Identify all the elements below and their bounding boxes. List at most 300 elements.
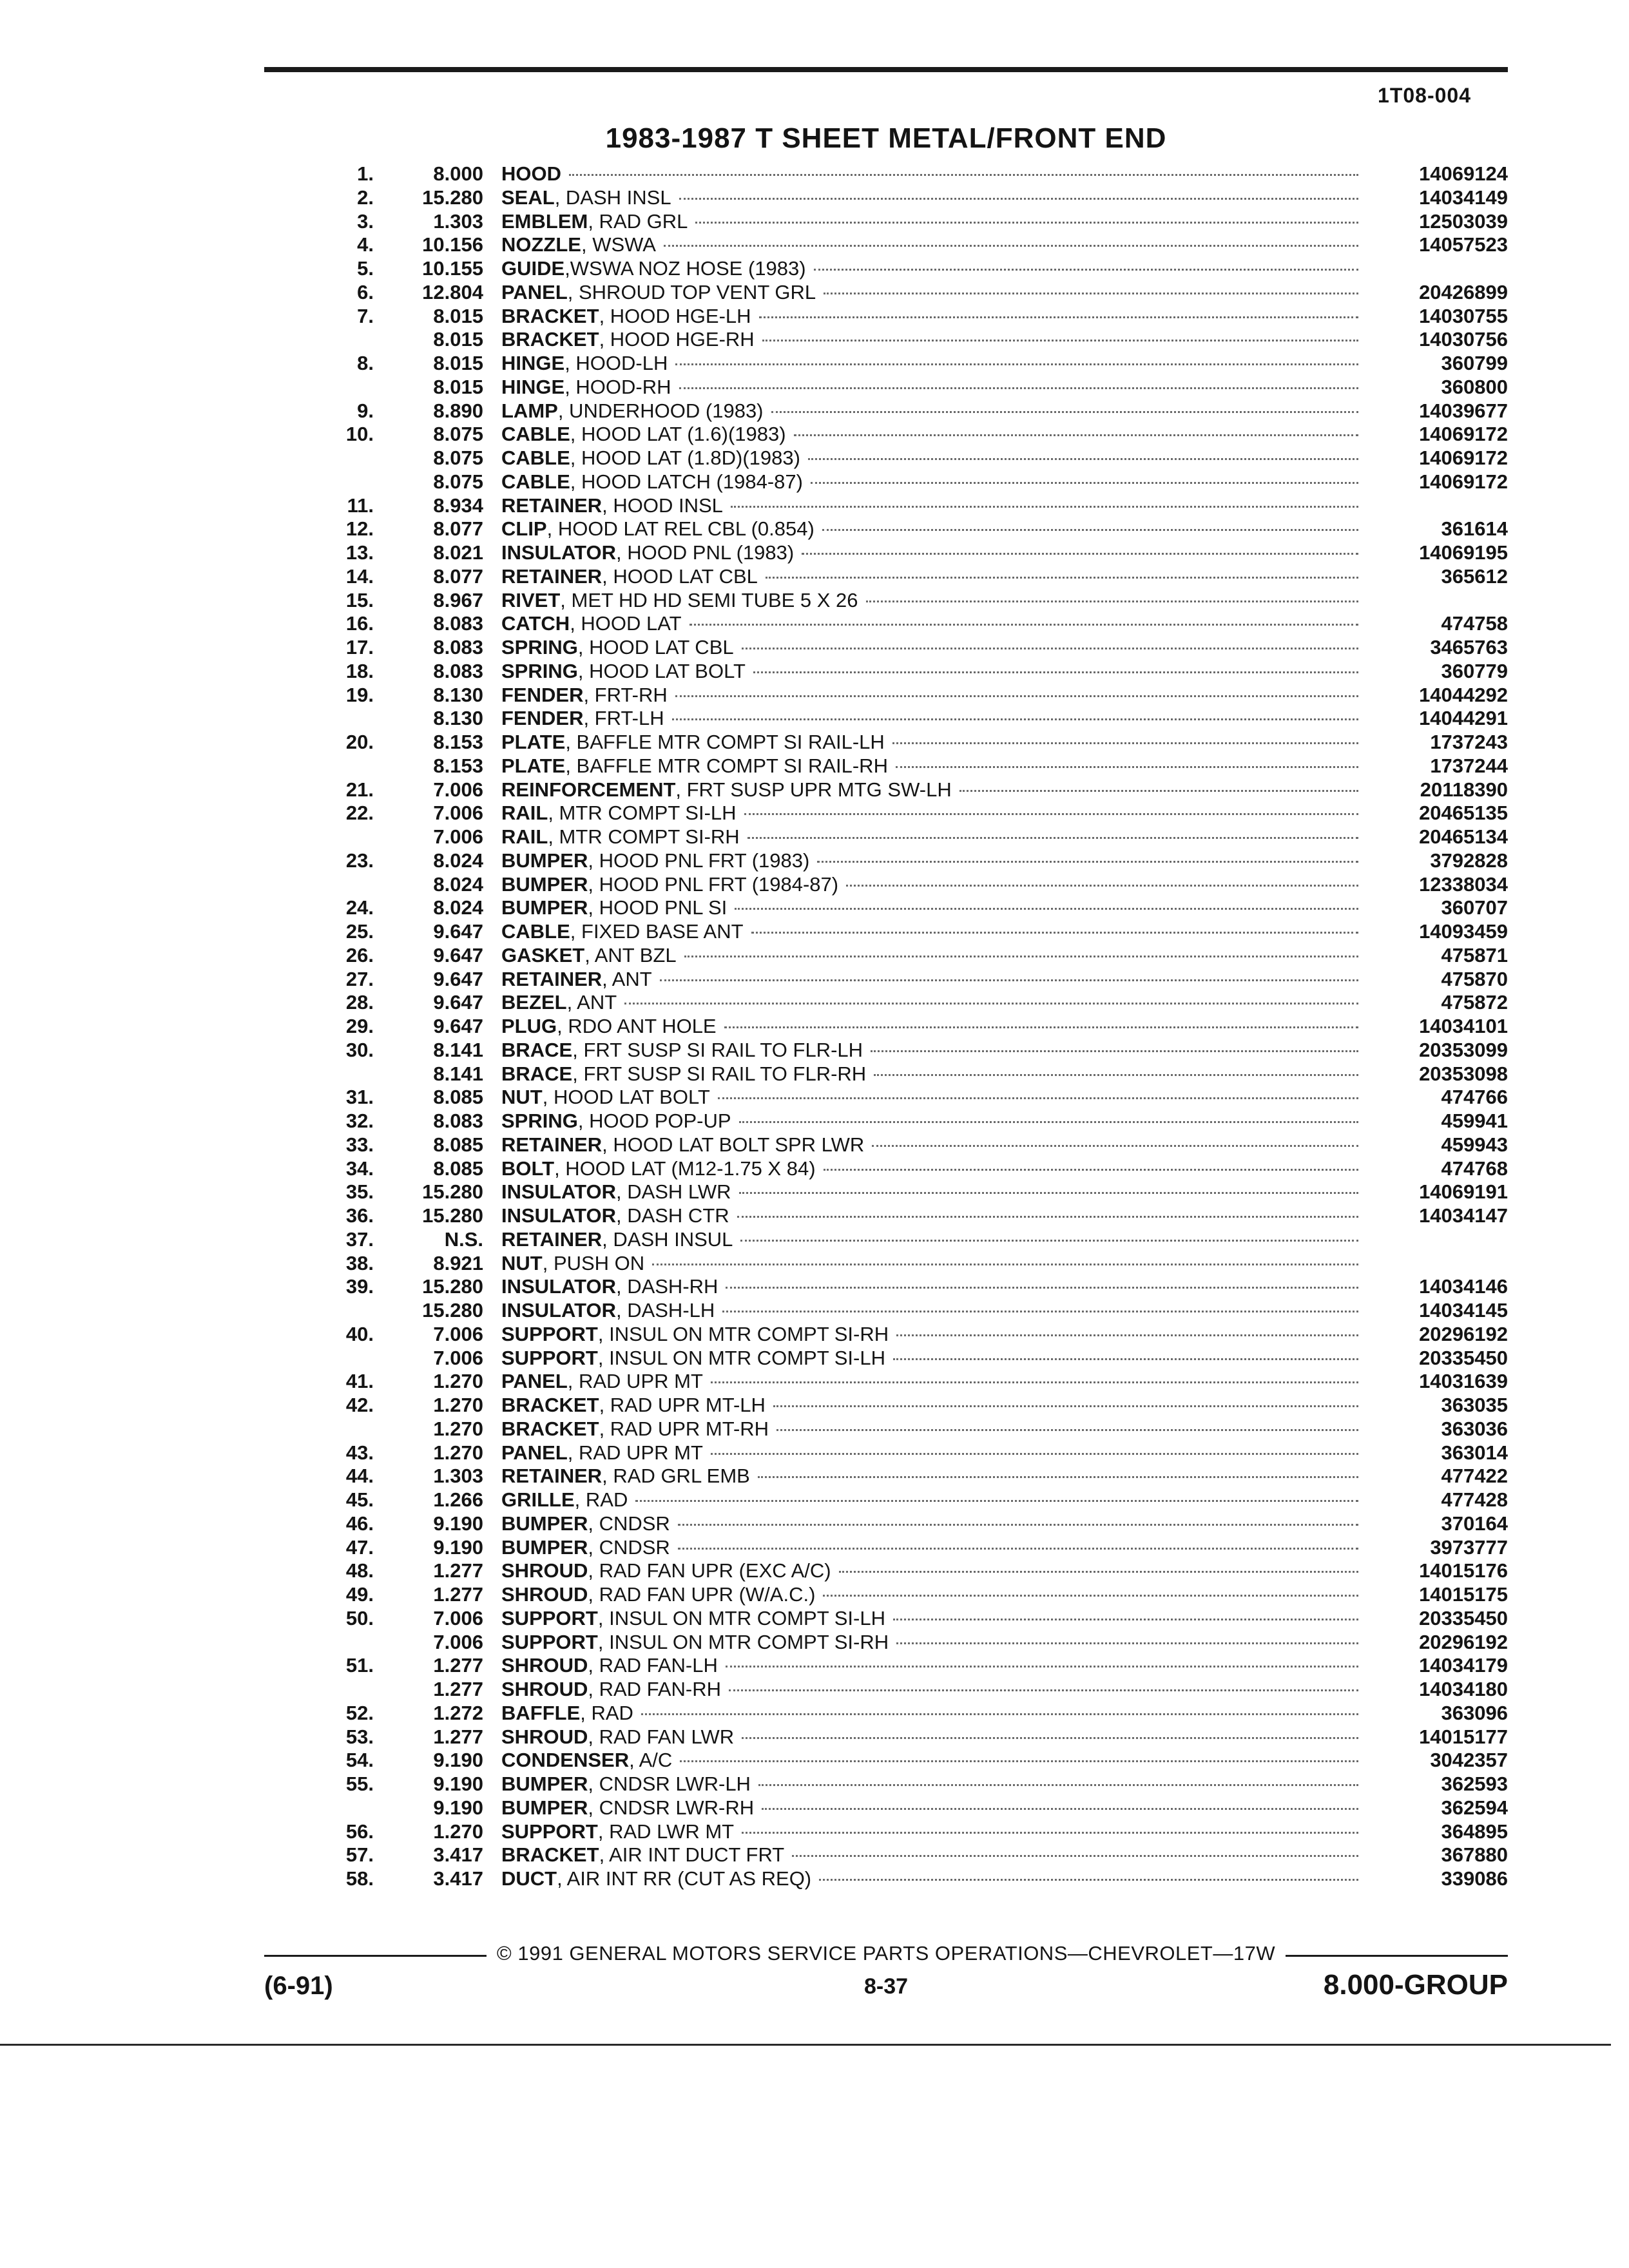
- part-number: 20426899: [1419, 280, 1508, 303]
- part-description: [501, 305, 1366, 328]
- parts-row: [284, 1323, 1508, 1347]
- part-description: [501, 1252, 1366, 1275]
- part-qualifier: , DASH-RH: [615, 1275, 718, 1298]
- leader-dots: [711, 1381, 1358, 1383]
- part-number: 339086: [1441, 1867, 1508, 1890]
- leader-dots: [722, 1311, 1358, 1312]
- part-description: [501, 541, 1366, 564]
- footer: [264, 1942, 1508, 1970]
- part-description: [501, 944, 1366, 967]
- part-number: 363036: [1441, 1417, 1508, 1440]
- part-qualifier: , HOOD PNL (1983): [615, 541, 795, 564]
- leader-dots: [664, 245, 1358, 247]
- part-description: [501, 1133, 1366, 1157]
- part-name: PANEL: [501, 1441, 568, 1464]
- item-number: 53.: [345, 1725, 374, 1748]
- leader-dots: [771, 411, 1358, 413]
- parts-row: [284, 1133, 1508, 1157]
- part-qualifier: , HOOD-LH: [564, 352, 668, 374]
- group-number: 9.647: [433, 991, 483, 1014]
- part-description: [501, 778, 1366, 802]
- item-number: 36.: [345, 1204, 374, 1227]
- part-name: PLATE: [501, 754, 566, 777]
- group-number: 1.277: [433, 1678, 483, 1700]
- part-description: [501, 399, 1366, 423]
- part-qualifier: , FRT SUSP UPR MTG SW-LH: [675, 778, 952, 801]
- part-description: [501, 1157, 1366, 1180]
- leader-dots: [817, 861, 1358, 863]
- part-name: PANEL: [501, 1370, 568, 1393]
- part-qualifier: , CNDSR LWR-RH: [588, 1796, 755, 1819]
- leader-dots: [792, 1855, 1358, 1857]
- part-description: [501, 1347, 1366, 1370]
- part-description: [501, 1370, 1366, 1393]
- part-qualifier: , HOOD LAT (1.6)(1983): [570, 423, 786, 446]
- part-number: 14015176: [1419, 1559, 1508, 1582]
- part-description: [501, 162, 1366, 186]
- item-number: 29.: [345, 1015, 374, 1037]
- leader-dots: [678, 1548, 1358, 1550]
- part-number: 14069124: [1419, 162, 1508, 185]
- part-number: 370164: [1441, 1512, 1508, 1535]
- part-number: 3973777: [1430, 1535, 1508, 1559]
- part-qualifier: , HOOD LAT: [570, 612, 682, 635]
- part-number: 20335450: [1419, 1346, 1508, 1369]
- parts-row: [284, 1441, 1508, 1465]
- part-number: 360799: [1441, 352, 1508, 374]
- item-number: 23.: [345, 849, 374, 872]
- part-description: [501, 873, 1366, 896]
- leader-dots: [672, 718, 1358, 720]
- parts-row: [284, 210, 1508, 234]
- parts-row: [284, 186, 1508, 210]
- parts-row: [284, 944, 1508, 968]
- part-qualifier: , HOOD LAT REL CBL (0.854): [546, 517, 815, 541]
- part-name: RETAINER: [501, 1227, 602, 1251]
- leader-dots: [822, 529, 1358, 531]
- parts-row: [284, 541, 1508, 565]
- part-number: 12503039: [1419, 209, 1508, 233]
- group-number: 8.015: [433, 304, 483, 327]
- leader-dots: [773, 1405, 1358, 1407]
- part-name: BRACKET: [501, 1843, 599, 1867]
- part-qualifier: , FIXED BASE ANT: [570, 920, 744, 943]
- leader-dots: [759, 316, 1358, 318]
- part-number: 14030755: [1419, 304, 1508, 327]
- group-number: 1.303: [433, 209, 483, 233]
- part-description: [501, 1086, 1366, 1109]
- parts-row: [284, 1252, 1508, 1276]
- group-number: 8.141: [433, 1062, 483, 1085]
- group-number: 8.024: [433, 872, 483, 896]
- part-name: SUPPORT: [501, 1820, 598, 1843]
- item-number: 14.: [345, 564, 374, 588]
- leader-dots: [896, 1334, 1358, 1336]
- part-description: [501, 825, 1366, 849]
- part-qualifier: , ANT: [566, 991, 617, 1014]
- part-name: RAIL: [501, 802, 548, 825]
- page-title: 1983-1987 T SHEET METAL/FRONT END: [605, 122, 1167, 154]
- part-description: [501, 1323, 1366, 1346]
- part-qualifier: , HOOD LAT CBL: [577, 636, 734, 658]
- leader-dots: [652, 1264, 1358, 1265]
- group-number: 8.077: [433, 564, 483, 588]
- group-number: 8.075: [433, 447, 483, 469]
- part-number: 14034146: [1419, 1275, 1508, 1298]
- group-number: 8.015: [433, 375, 483, 398]
- part-description: [501, 565, 1366, 588]
- parts-row: [284, 849, 1508, 873]
- part-description: [501, 1394, 1366, 1417]
- part-description: [501, 636, 1366, 659]
- part-name: BRACKET: [501, 1417, 599, 1440]
- parts-row: [284, 1465, 1508, 1488]
- parts-row: [284, 1015, 1508, 1039]
- group-number: 7.006: [433, 1346, 483, 1369]
- part-number: 3465763: [1430, 636, 1508, 658]
- item-number: 50.: [345, 1606, 374, 1629]
- part-qualifier: , CNDSR LWR-LH: [588, 1773, 751, 1795]
- part-description: [501, 1678, 1366, 1701]
- part-description: [501, 1204, 1366, 1227]
- parts-row: [284, 1654, 1508, 1678]
- part-description: [501, 1536, 1366, 1559]
- part-qualifier: , INSUL ON MTR COMPT SI-LH: [597, 1606, 885, 1629]
- part-name: BRACE: [501, 1038, 573, 1061]
- part-number: 20353098: [1419, 1062, 1508, 1085]
- parts-row: [284, 1583, 1508, 1607]
- group-number: 7.006: [433, 1322, 483, 1345]
- part-qualifier: , AIR INT DUCT FRT: [599, 1843, 785, 1867]
- part-number: 459943: [1441, 1133, 1508, 1156]
- part-qualifier: , BAFFLE MTR COMPT SI RAIL-LH: [565, 731, 885, 753]
- part-qualifier: , BAFFLE MTR COMPT SI RAIL-RH: [565, 754, 888, 777]
- part-name: SUPPORT: [501, 1346, 598, 1369]
- part-name: BEZEL: [501, 991, 567, 1014]
- footer-rule-left: [264, 1955, 487, 1957]
- item-number: 22.: [345, 802, 374, 825]
- item-number: 3.: [357, 209, 374, 233]
- item-number: 42.: [345, 1394, 374, 1416]
- part-description: [501, 328, 1366, 351]
- item-number: 45.: [345, 1488, 374, 1511]
- part-name: SUPPORT: [501, 1606, 598, 1629]
- group-number: 1.277: [433, 1559, 483, 1582]
- part-qualifier: , RDO ANT HOLE: [557, 1015, 717, 1037]
- part-qualifier: , DASH LWR: [615, 1180, 731, 1204]
- group-number: 8.934: [433, 494, 483, 517]
- group-number: 10.156: [422, 233, 483, 256]
- item-number: 16.: [345, 612, 374, 635]
- group-number: 8.967: [433, 588, 483, 611]
- leader-dots: [635, 1500, 1358, 1502]
- group-number: 15.280: [422, 1204, 483, 1227]
- part-name: NOZZLE: [501, 233, 581, 256]
- leader-dots: [641, 1713, 1358, 1715]
- parts-row: [284, 1843, 1508, 1867]
- parts-row: [284, 873, 1508, 897]
- parts-row: [284, 1559, 1508, 1583]
- part-number: 14057523: [1419, 233, 1508, 256]
- part-description: [501, 1299, 1366, 1322]
- parts-row: [284, 684, 1508, 707]
- part-qualifier: , HOOD LATCH (1984-87): [570, 470, 803, 493]
- parts-row: [284, 1180, 1508, 1204]
- group-number: 1.270: [433, 1394, 483, 1416]
- group-number: 1.270: [433, 1441, 483, 1464]
- part-description: [501, 210, 1366, 233]
- group-number: N.S.: [444, 1227, 483, 1251]
- item-number: 19.: [345, 683, 374, 706]
- part-description: [501, 1654, 1366, 1677]
- parts-row: [284, 1702, 1508, 1725]
- part-name: INSULATOR: [501, 1204, 616, 1227]
- part-description: [501, 1843, 1366, 1867]
- group-number: 8.024: [433, 849, 483, 872]
- leader-dots: [893, 1619, 1358, 1620]
- part-number: 365612: [1441, 564, 1508, 588]
- parts-row: [284, 1157, 1508, 1181]
- part-description: [501, 1015, 1366, 1038]
- part-qualifier: , FRT-RH: [583, 683, 668, 706]
- part-name: HINGE: [501, 352, 565, 374]
- group-number: 1.270: [433, 1417, 483, 1440]
- leader-dots: [839, 1571, 1358, 1573]
- group-number: 8.075: [433, 423, 483, 446]
- edition-date: (6-91): [264, 1972, 333, 2000]
- part-name: SUPPORT: [501, 1322, 598, 1345]
- item-number: 5.: [357, 257, 374, 280]
- part-description: [501, 849, 1366, 872]
- part-qualifier: , RAD LWR MT: [597, 1820, 735, 1843]
- part-name: RETAINER: [501, 1465, 602, 1488]
- group-number: 15.280: [422, 186, 483, 209]
- group-number: 7.006: [433, 1606, 483, 1629]
- leader-dots: [751, 932, 1358, 934]
- part-name: BUMPER: [501, 872, 588, 896]
- part-qualifier: , HOOD PNL SI: [588, 896, 728, 919]
- part-qualifier: , ANT BZL: [584, 943, 677, 966]
- group-number: 1.266: [433, 1488, 483, 1511]
- part-description: [501, 1110, 1366, 1133]
- footer-rule-right: [1286, 1955, 1508, 1957]
- group-number: 10.155: [422, 257, 483, 280]
- parts-row: [284, 233, 1508, 257]
- part-description: [501, 1512, 1366, 1535]
- part-number: 14069191: [1419, 1180, 1508, 1204]
- part-description: [501, 1725, 1366, 1749]
- part-qualifier: , ANT: [602, 967, 652, 990]
- part-qualifier: , AIR INT RR (CUT AS REQ): [557, 1867, 812, 1890]
- leader-dots: [569, 174, 1358, 176]
- part-name: CABLE: [501, 423, 570, 446]
- part-number: 362593: [1441, 1773, 1508, 1795]
- group-number: 8.083: [433, 612, 483, 635]
- part-number: 14039677: [1419, 399, 1508, 422]
- part-description: [501, 968, 1366, 991]
- part-number: 14034180: [1419, 1678, 1508, 1700]
- part-description: [501, 1062, 1366, 1086]
- item-number: 44.: [345, 1465, 374, 1488]
- part-name: INSULATOR: [501, 541, 616, 564]
- leader-dots: [735, 908, 1358, 910]
- parts-row: [284, 612, 1508, 636]
- part-qualifier: , RAD FAN-LH: [588, 1654, 718, 1677]
- part-name: BUMPER: [501, 849, 588, 872]
- parts-row: [284, 1086, 1508, 1110]
- item-number: 15.: [345, 588, 374, 611]
- group-number: 8.000: [433, 162, 483, 185]
- part-qualifier: , HOOD INSL: [602, 494, 723, 517]
- parts-row: [284, 1204, 1508, 1228]
- part-description: [501, 589, 1366, 612]
- part-name: BUMPER: [501, 1773, 588, 1795]
- part-qualifier: , RAD UPR MT-LH: [599, 1394, 766, 1416]
- part-qualifier: , DASH-LH: [615, 1299, 715, 1321]
- part-qualifier: , DASH CTR: [615, 1204, 729, 1227]
- part-name: SHROUD: [501, 1654, 588, 1677]
- parts-row: [284, 1867, 1508, 1891]
- leader-dots: [758, 1784, 1358, 1786]
- parts-row: [284, 991, 1508, 1015]
- parts-row: [284, 328, 1508, 352]
- leader-dots: [753, 671, 1358, 673]
- part-name: RETAINER: [501, 564, 602, 588]
- part-qualifier: , RAD FAN UPR (EXC A/C): [588, 1559, 831, 1582]
- leader-dots: [679, 387, 1358, 389]
- parts-row: [284, 1299, 1508, 1323]
- part-name: SHROUD: [501, 1678, 588, 1700]
- parts-row: [284, 1512, 1508, 1536]
- item-number: 25.: [345, 920, 374, 943]
- parts-row: [284, 494, 1508, 518]
- part-description: [501, 233, 1366, 256]
- item-number: 37.: [345, 1227, 374, 1251]
- part-number: 14034147: [1419, 1204, 1508, 1227]
- leader-dots: [823, 1595, 1358, 1597]
- group-number: 1.277: [433, 1654, 483, 1677]
- group-number: 1.272: [433, 1701, 483, 1724]
- part-qualifier: , HOOD HGE-LH: [599, 304, 751, 327]
- part-qualifier: , HOOD LAT (1.8D)(1983): [570, 447, 800, 469]
- part-number: 459941: [1441, 1110, 1508, 1132]
- part-name: CONDENSER: [501, 1749, 630, 1772]
- part-name: RIVET: [501, 588, 561, 611]
- part-qualifier: , DASH INSL: [554, 186, 671, 209]
- part-qualifier: , FRT SUSP SI RAIL TO FLR-RH: [572, 1062, 867, 1085]
- parts-row: [284, 660, 1508, 684]
- part-number: 3042357: [1430, 1749, 1508, 1772]
- parts-row: [284, 1773, 1508, 1796]
- group-label: 8.000-GROUP: [1323, 1969, 1508, 2001]
- leader-dots: [729, 1689, 1358, 1691]
- part-name: CABLE: [501, 470, 570, 493]
- item-number: 58.: [345, 1867, 374, 1890]
- part-number: 1737243: [1430, 731, 1508, 753]
- item-number: 52.: [345, 1701, 374, 1724]
- leader-dots: [814, 269, 1358, 271]
- item-number: 46.: [345, 1512, 374, 1535]
- part-number: 477428: [1441, 1488, 1508, 1511]
- parts-row: [284, 281, 1508, 305]
- part-name: BUMPER: [501, 1796, 588, 1819]
- part-name: GRILLE: [501, 1488, 575, 1511]
- part-number: 14069195: [1419, 541, 1508, 564]
- part-number: 474766: [1441, 1086, 1508, 1109]
- group-number: 9.190: [433, 1773, 483, 1795]
- part-name: BUMPER: [501, 1512, 588, 1535]
- part-qualifier: , DASH INSUL: [602, 1227, 733, 1251]
- group-number: 9.647: [433, 1015, 483, 1037]
- item-number: 8.: [357, 352, 374, 374]
- leader-dots: [724, 1026, 1358, 1028]
- item-number: 28.: [345, 991, 374, 1014]
- part-description: [501, 1702, 1366, 1725]
- part-qualifier: , FRT SUSP SI RAIL TO FLR-LH: [572, 1038, 863, 1061]
- group-number: 7.006: [433, 1630, 483, 1653]
- part-qualifier: , RAD UPR MT: [567, 1441, 703, 1464]
- parts-row: [284, 470, 1508, 494]
- parts-row: [284, 1418, 1508, 1441]
- parts-row: [284, 1347, 1508, 1370]
- leader-dots: [893, 1358, 1358, 1360]
- group-number: 7.006: [433, 825, 483, 848]
- part-name: SPRING: [501, 1110, 578, 1132]
- parts-row: [284, 1110, 1508, 1133]
- group-number: 9.647: [433, 943, 483, 966]
- part-name: CLIP: [501, 517, 547, 541]
- part-number: 14034149: [1419, 186, 1508, 209]
- part-description: [501, 896, 1366, 919]
- group-number: 9.647: [433, 967, 483, 990]
- part-qualifier: , RAD FAN UPR (W/A.C.): [588, 1583, 816, 1606]
- document-code: 1T08-004: [1378, 84, 1471, 107]
- part-qualifier: , HOOD-RH: [564, 375, 671, 398]
- part-number: 20296192: [1419, 1630, 1508, 1653]
- group-number: 9.190: [433, 1749, 483, 1772]
- group-number: 1.270: [433, 1820, 483, 1843]
- group-number: 3.417: [433, 1843, 483, 1867]
- part-name: SPRING: [501, 636, 578, 658]
- part-name: PLUG: [501, 1015, 557, 1037]
- item-number: 21.: [345, 778, 374, 801]
- leader-dots: [675, 695, 1358, 697]
- part-qualifier: , PUSH ON: [542, 1251, 645, 1274]
- part-qualifier: , RAD: [574, 1488, 628, 1511]
- parts-row: [284, 1749, 1508, 1773]
- part-name: SUPPORT: [501, 1630, 598, 1653]
- part-name: BRACKET: [501, 1394, 599, 1416]
- part-description: [501, 1749, 1366, 1772]
- part-name: NUT: [501, 1086, 543, 1109]
- leader-dots: [742, 1832, 1358, 1834]
- page-number: 8-37: [863, 1974, 909, 1999]
- part-number: 14034101: [1419, 1015, 1508, 1037]
- part-number: 360779: [1441, 659, 1508, 682]
- group-number: 8.083: [433, 1110, 483, 1132]
- part-qualifier: , MTR COMPT SI-LH: [548, 802, 737, 825]
- part-number: 360800: [1441, 375, 1508, 398]
- leader-dots: [731, 506, 1358, 508]
- leader-dots: [726, 1287, 1358, 1289]
- group-number: 1.277: [433, 1583, 483, 1606]
- part-number: 14069172: [1419, 447, 1508, 469]
- leader-dots: [872, 1145, 1358, 1147]
- part-name: BOLT: [501, 1157, 555, 1180]
- part-number: 20118390: [1420, 778, 1508, 801]
- part-description: [501, 920, 1366, 943]
- top-rule: [264, 67, 1508, 72]
